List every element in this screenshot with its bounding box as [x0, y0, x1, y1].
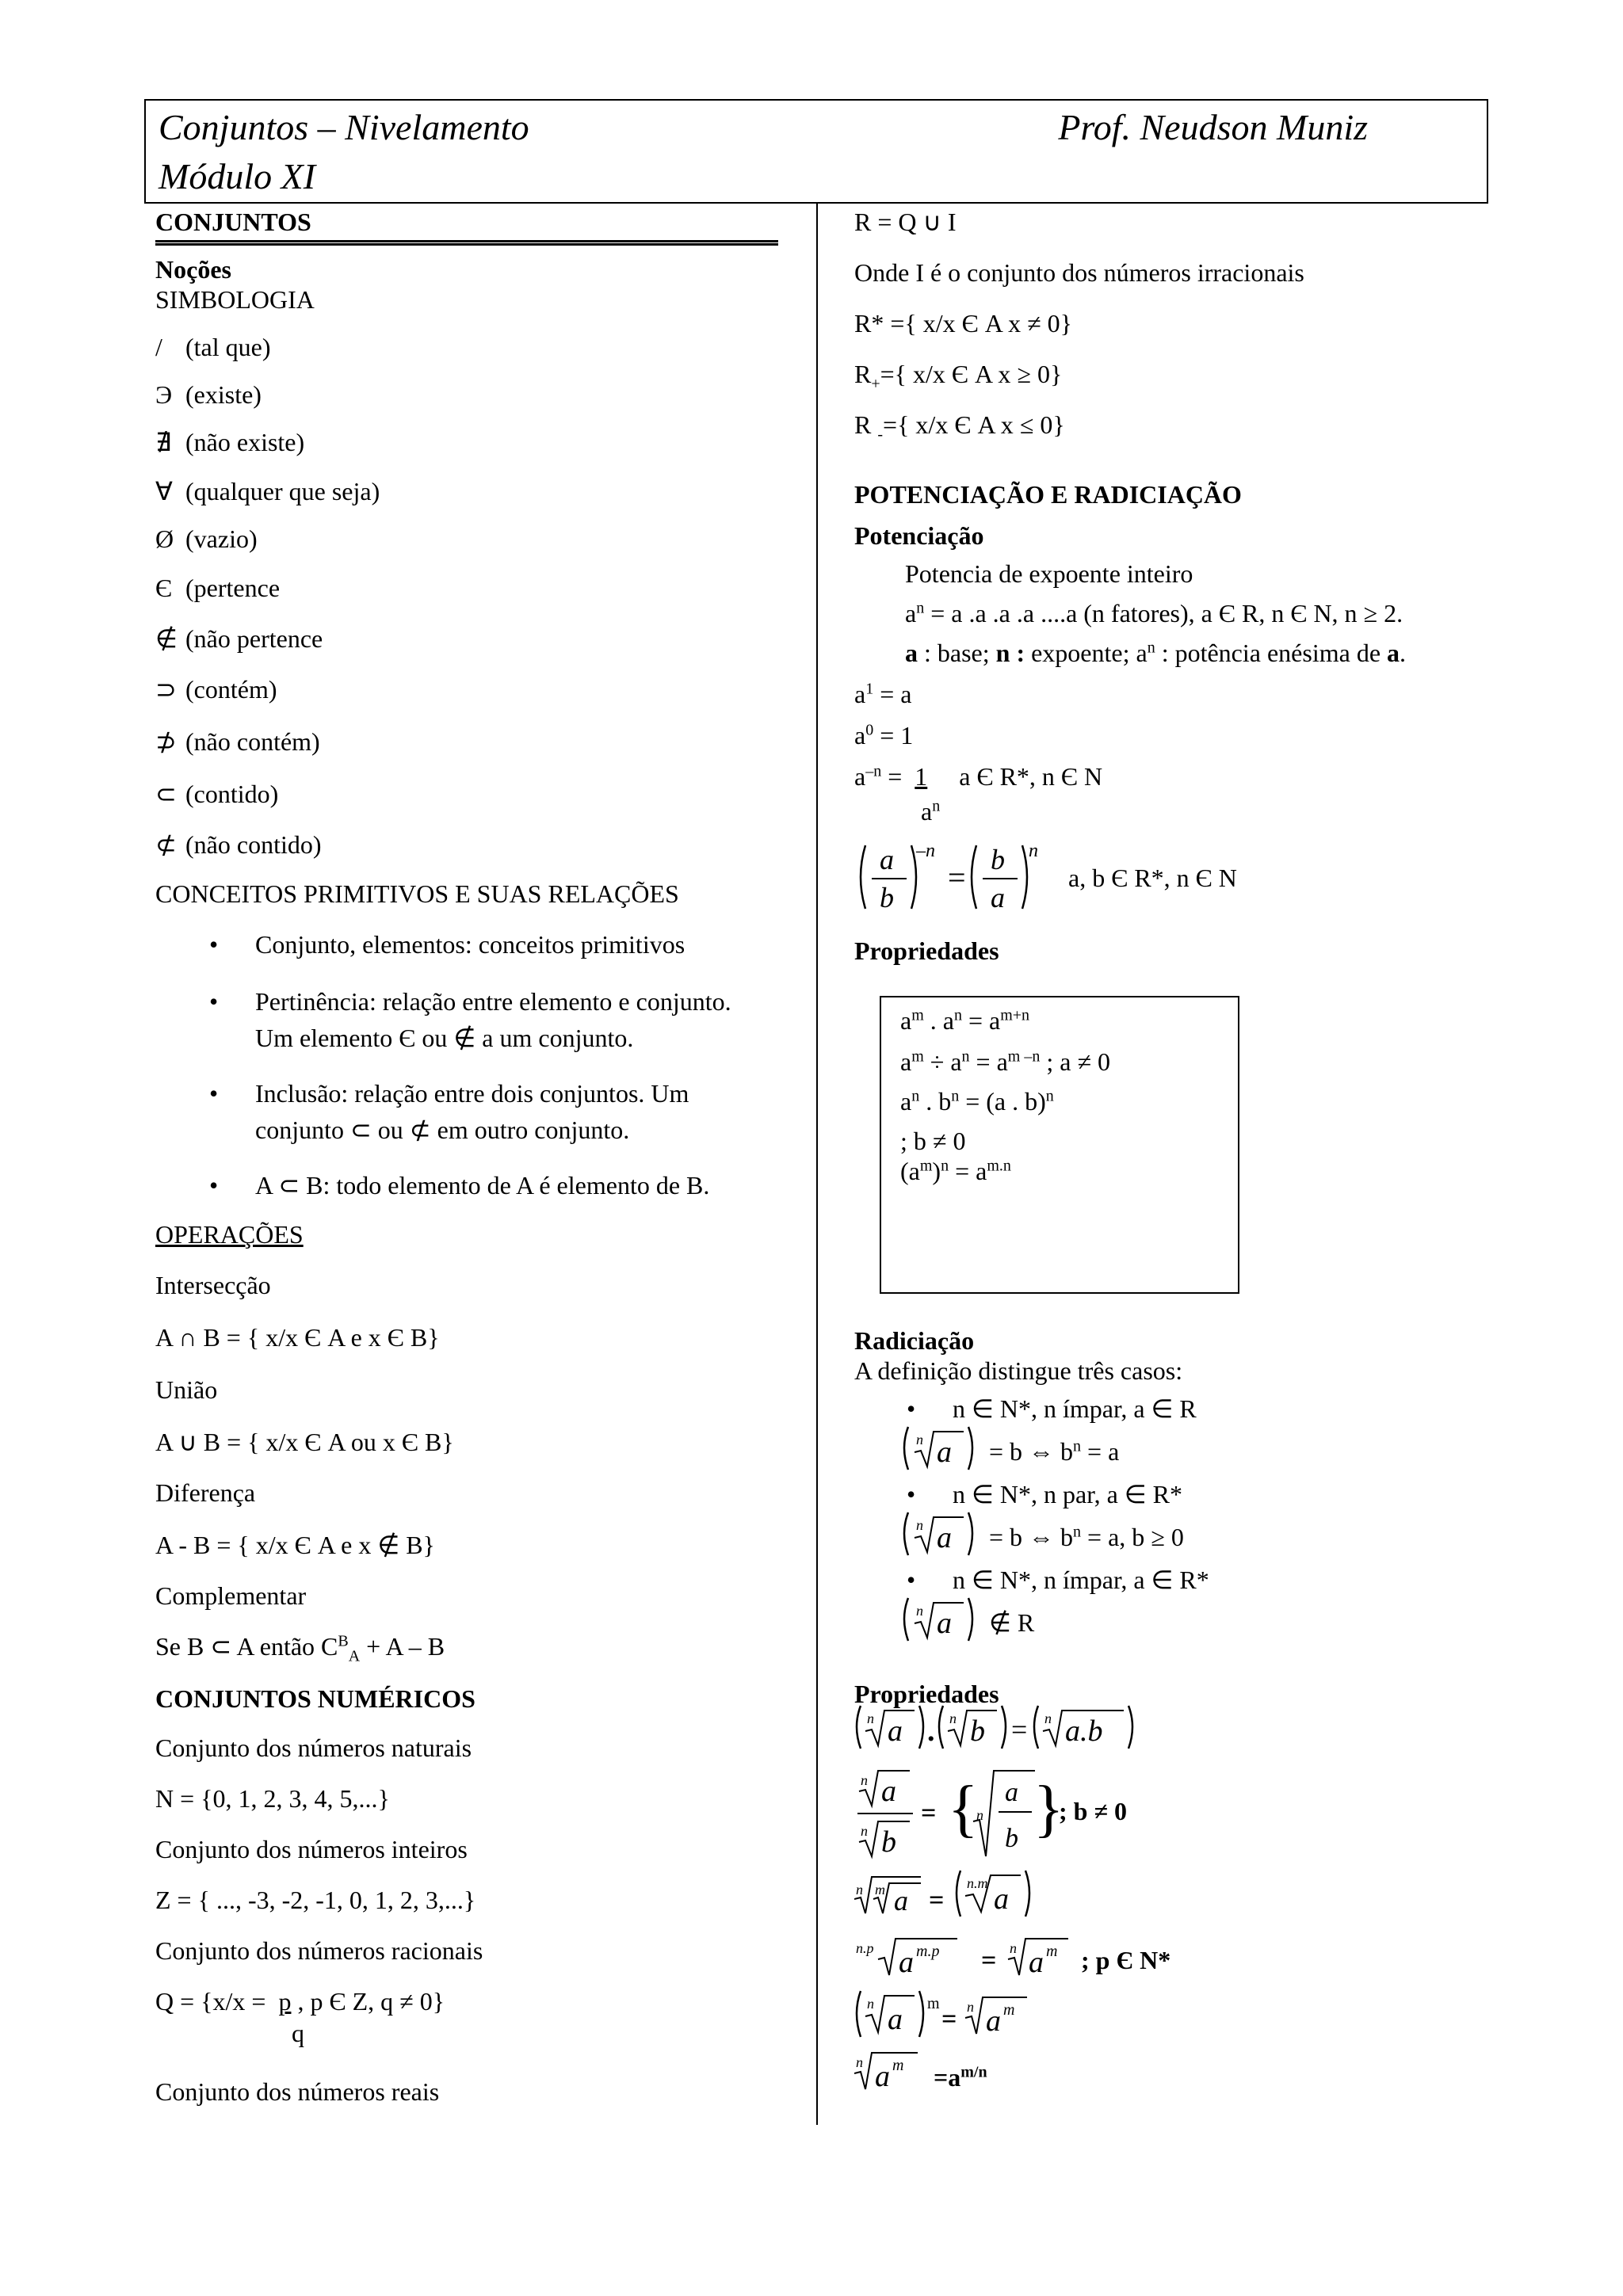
property-row: $a^m$ . $a^n = a^{m+n}$: [900, 1006, 1030, 1035]
rational-denominator: q: [292, 2019, 304, 2047]
subheading-nocoes: Noções: [155, 255, 231, 284]
symbol-glyph: ⊄: [155, 830, 177, 859]
symbol-row: [155, 524, 258, 554]
module-label: Módulo XI: [158, 156, 316, 196]
reals-definition: R = Q ∪ I: [854, 208, 957, 236]
symbol-meaning: (vazio): [179, 524, 258, 553]
pot-rad-title: POTENCIAÇÃO E RADICIAÇÃO: [854, 480, 1242, 509]
svg-text:a: a: [994, 1882, 1009, 1916]
propriedades2-heading: Propriedades: [854, 1680, 999, 1708]
operation-line: A ∪ B = { x/x Є A ou x Є B}: [155, 1428, 454, 1456]
svg-text:a: a: [937, 1521, 952, 1554]
svg-text:n: n: [867, 1996, 874, 2012]
svg-text:m: m: [1003, 2001, 1015, 2019]
symbol-row: [155, 674, 277, 704]
svg-text:n.m: n.m: [967, 1875, 988, 1891]
subheading-simbologia: SIMBOLOGIA: [155, 285, 315, 314]
svg-text:m.p: m.p: [916, 1943, 940, 1960]
operation-line: A ∩ B = { x/x Є A e x Є B}: [155, 1323, 440, 1352]
fraction-power-condition: a, b Є R*, n Є N: [1068, 864, 1237, 892]
operation-line: A - B = { x/x Є A e x ∉ B}: [155, 1531, 435, 1559]
svg-text:}: }: [1033, 1774, 1064, 1844]
pot-definition: $a^n = a$ .a .a .a ....a (n fatores), a Є R, n Є N, n ≥ 2.: [905, 599, 1403, 627]
svg-text:n: n: [861, 1823, 868, 1839]
list-item-continuation: conjunto ⊂ ou ⊄ em outro conjunto.: [255, 1116, 630, 1144]
rad-case-1-result: = b ⇔ $b^n = a$: [989, 1437, 1120, 1466]
operacoes-title: OPERAÇÕES: [155, 1220, 304, 1249]
a-power-one: $a^1 = a$: [854, 680, 912, 708]
radiciacao-definition: A definição distingue três casos:: [854, 1356, 1183, 1385]
svg-text:n: n: [856, 2054, 863, 2070]
svg-text:b: b: [880, 882, 894, 913]
svg-text:n.p: n.p: [856, 1940, 874, 1956]
symbol-meaning: (não pertence: [179, 624, 323, 653]
symbol-row: [155, 573, 280, 603]
list-item: • Conjunto, elementos: conceitos primitivos: [255, 929, 685, 959]
pot-terms: a : base; n : expoente; $a^n$ : potência enésima de a.: [905, 639, 1407, 667]
reals-label: Conjunto dos números reais: [155, 2077, 440, 2106]
nth-root-a-svg: [902, 1424, 981, 1473]
property-row-condition: ; b ≠ 0: [900, 1127, 966, 1155]
symbol-row: [155, 332, 271, 362]
pot-inteiro: Potencia de expoente inteiro: [905, 559, 1193, 588]
symbol-meaning: (contido): [179, 780, 279, 808]
numeric-set-line: Conjunto dos números inteiros: [155, 1835, 468, 1863]
svg-text:m: m: [875, 1882, 885, 1897]
numeric-set-line: Conjunto dos números racionais: [155, 1936, 483, 1965]
conceitos-title: CONCEITOS PRIMITIVOS E SUAS RELAÇÕES: [155, 879, 679, 908]
author-name: Prof. Neudson Muniz: [1058, 107, 1368, 147]
svg-text:a: a: [899, 1946, 914, 1979]
symbol-meaning: (não contém): [179, 727, 320, 756]
svg-text:{: {: [948, 1774, 979, 1844]
complementar-formula: Se B ⊂ A então $C^B_A + A - B$: [155, 1632, 445, 1665]
symbol-meaning: (existe): [179, 380, 262, 409]
svg-text:a: a: [1005, 1778, 1018, 1807]
a-negative-power: $a^{-n} = 1$ a Є R*, n Є N: [854, 762, 1103, 791]
svg-text:=: =: [981, 1946, 997, 1975]
symbol-meaning: (qualquer que seja): [179, 477, 380, 505]
svg-text:n: n: [916, 1517, 923, 1533]
symbol-row: [155, 830, 322, 860]
rad-case: • n ∈ N*, n ímpar, a ∈ R: [953, 1394, 1197, 1424]
svg-text:b: b: [991, 844, 1005, 875]
properties-box: [880, 996, 1239, 1294]
property-row: $(a^m)^n = a^{m.n}$: [900, 1157, 1011, 1185]
symbol-glyph: ⊅: [155, 727, 177, 756]
operation-line: Intersecção: [155, 1271, 271, 1299]
property-row: $a^n$ . $b^n = (a$ . b)$^n$: [900, 1087, 1054, 1116]
svg-text:a: a: [888, 1714, 903, 1748]
symbol-glyph: ∄: [155, 428, 172, 456]
potenciacao-heading: Potenciação: [854, 521, 984, 550]
svg-text:n: n: [867, 1711, 874, 1726]
page-header: [144, 99, 1488, 204]
svg-text:=: =: [948, 860, 966, 895]
svg-text:m: m: [927, 1995, 940, 2012]
list-item: • Inclusão: relação entre dois conjuntos. Um: [255, 1078, 689, 1108]
operation-line: União: [155, 1375, 218, 1404]
list-item: • Pertinência: relação entre elemento e conjunto.: [255, 986, 731, 1016]
svg-text:a: a: [894, 1885, 908, 1917]
svg-text:n: n: [949, 1711, 957, 1726]
svg-text:n: n: [1010, 1940, 1017, 1956]
symbol-glyph: /: [155, 333, 162, 361]
svg-text:.: .: [927, 1714, 935, 1748]
svg-text:=: =: [941, 2004, 957, 2034]
symbol-glyph: ⊃: [155, 675, 177, 704]
a-power-zero: $a^0 = 1$: [854, 721, 914, 749]
svg-text:; b ≠ 0: ; b ≠ 0: [1059, 1797, 1128, 1825]
numeric-set-line: N = {0, 1, 2, 3, 4, 5,...}: [155, 1784, 390, 1813]
section-heading-conjuntos: CONJUNTOS: [155, 208, 311, 236]
operation-line: Diferença: [155, 1478, 256, 1507]
rad-case-3-result: ∉ R: [989, 1608, 1035, 1637]
r-plus: $R_+=${ x/x Є A x ≥ 0}: [854, 360, 1063, 393]
svg-text:a: a: [881, 1775, 896, 1808]
symbol-row: [155, 379, 262, 410]
svg-text:n: n: [861, 1772, 868, 1788]
nth-root-a-svg: [902, 1509, 981, 1558]
svg-text:=: =: [929, 1886, 945, 1915]
propriedades-heading: Propriedades: [854, 936, 999, 965]
svg-text:n: n: [1044, 1711, 1052, 1726]
svg-text:=: =: [921, 1798, 937, 1828]
radical-to-power: $=a^{m/n}$: [934, 2063, 987, 2092]
svg-text:a: a: [991, 882, 1005, 913]
rational-set-formula: Q = {x/x = p , p Є Z, q ≠ 0}: [155, 1987, 445, 2016]
numeric-set-line: Conjunto dos números naturais: [155, 1733, 472, 1762]
svg-text:a: a: [986, 2004, 1001, 2038]
rad-case: • n ∈ N*, n ímpar, a ∈ R*: [953, 1565, 1209, 1595]
rad-case: • n ∈ N*, n par, a ∈ R*: [953, 1479, 1182, 1509]
numericos-title: CONJUNTOS NUMÉRICOS: [155, 1684, 475, 1713]
rad-case-2-formula: [902, 1509, 981, 1565]
svg-text:a: a: [880, 844, 894, 875]
svg-text:b: b: [970, 1714, 985, 1748]
symbol-glyph: Э: [155, 380, 173, 409]
svg-text:=: =: [1011, 1714, 1028, 1745]
symbol-row: [155, 427, 304, 457]
numeric-set-line: Z = { ..., -3, -2, -1, 0, 1, 2, 3,...}: [155, 1886, 476, 1914]
symbol-glyph: Є: [155, 574, 173, 602]
irrationals-note: Onde I é o conjunto dos números irracionais: [854, 258, 1304, 287]
svg-text:b: b: [1005, 1824, 1018, 1853]
symbol-row: [155, 476, 380, 506]
svg-text:n: n: [967, 1999, 974, 2015]
symbol-meaning: (pertence: [179, 574, 281, 602]
nth-root-a-svg: [902, 1595, 981, 1644]
a-negative-denominator: $a^n$: [921, 797, 941, 826]
list-item-continuation: Um elemento Є ou ∉ a um conjunto.: [255, 1024, 634, 1052]
fraction-power-formula: [854, 837, 1330, 917]
svg-text:m: m: [1046, 1943, 1058, 1960]
rad-case-1-formula: [902, 1424, 981, 1479]
document-title: Conjuntos – Nivelamento: [158, 107, 529, 147]
svg-text:n: n: [856, 1882, 863, 1897]
symbol-meaning: (não contido): [179, 830, 322, 859]
symbol-meaning: (tal que): [179, 333, 271, 361]
svg-text:; p Є N*: ; p Є N*: [1081, 1946, 1171, 1974]
symbol-glyph: ∀: [155, 477, 173, 505]
symbol-row: [155, 624, 323, 654]
symbol-row: [155, 779, 278, 809]
svg-text:a: a: [888, 2003, 903, 2036]
symbol-row: [155, 727, 320, 757]
svg-text:n: n: [1029, 841, 1038, 861]
svg-text:n: n: [916, 1603, 923, 1619]
symbol-glyph: ⊂: [155, 780, 177, 808]
rad-case-2-result: = b ⇔ $b^n = a$, b ≥ 0: [989, 1523, 1184, 1551]
symbol-glyph: Ø: [155, 524, 174, 553]
r-minus: R $_-$={ x/x Є A x ≤ 0}: [854, 410, 1065, 444]
symbol-meaning: (contém): [179, 675, 277, 704]
svg-text:a: a: [937, 1436, 952, 1469]
svg-text:n: n: [976, 1807, 983, 1823]
double-rule: [155, 240, 778, 246]
column-divider: [816, 204, 818, 2125]
svg-text:–n: –n: [916, 841, 935, 861]
list-item: • A ⊂ B: todo elemento de A é elemento de B.: [255, 1170, 709, 1200]
property-row: $a^m \div a^n = a^{m -n}$ ; a ≠ 0: [900, 1047, 1110, 1076]
symbol-glyph: ∉: [155, 624, 178, 653]
r-star: R* ={ x/x Є A x ≠ 0}: [854, 309, 1073, 338]
svg-text:m: m: [892, 2057, 904, 2074]
svg-text:n: n: [916, 1432, 923, 1447]
svg-text:b: b: [881, 1825, 896, 1859]
svg-text:a.b: a.b: [1065, 1714, 1103, 1748]
fraction-power-svg: [854, 837, 1060, 917]
svg-text:a: a: [875, 2060, 890, 2093]
symbol-meaning: (não existe): [179, 428, 305, 456]
svg-text:a: a: [1029, 1946, 1044, 1979]
rad-case-3-formula: [902, 1595, 981, 1650]
radical-properties-svg: [854, 1701, 1298, 2113]
operation-line: Complementar: [155, 1581, 307, 1610]
svg-text:a: a: [937, 1607, 952, 1640]
radiciacao-heading: Radiciação: [854, 1326, 975, 1355]
